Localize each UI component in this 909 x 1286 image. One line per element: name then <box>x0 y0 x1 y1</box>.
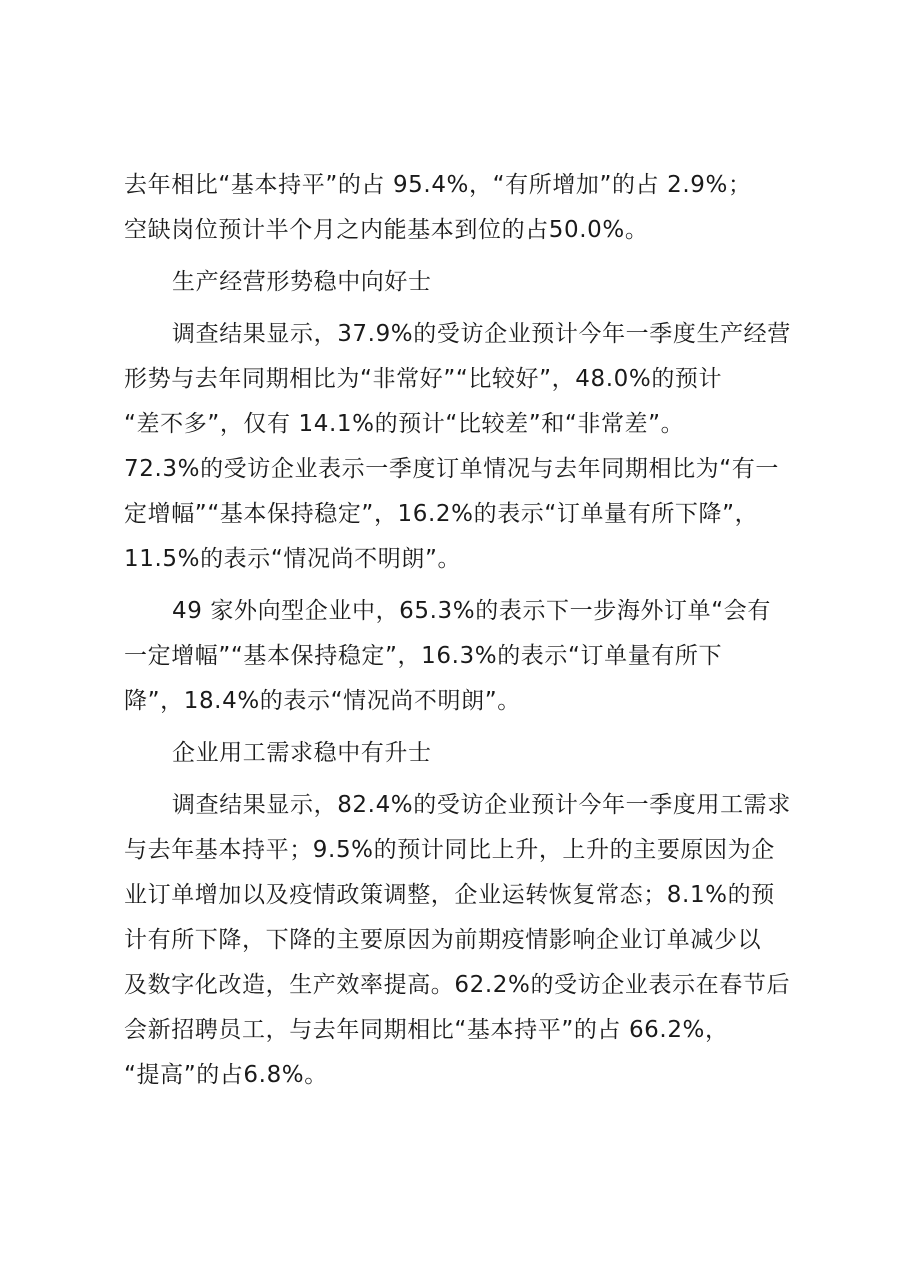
text-line: 72.3%的受访企业表示一季度订单情况与去年同期相比为“有一 <box>124 456 779 482</box>
text-line: 调查结果显示，82.4%的受访企业预计今年一季度用工需求 <box>172 792 791 818</box>
section-heading-employment <box>124 731 804 776</box>
paragraph-1 <box>124 312 804 582</box>
text-line: 49 家外向型企业中，65.3%的表示下一步海外订单“会有 <box>172 598 771 624</box>
text-line: 形势与去年同期相比为“非常好”“比较好”，48.0%的预计 <box>124 366 723 392</box>
text-line: 去年相比“基本持平”的占 95.4%，“有所增加”的占 2.9%； <box>124 172 752 198</box>
paragraph-3 <box>124 783 804 1098</box>
paragraph-2 <box>124 589 804 724</box>
text-line: 会新招聘员工，与去年同期相比“基本持平”的占 66.2%， <box>124 1017 729 1043</box>
document-body <box>124 163 804 1098</box>
text-line: 计有所下降，下降的主要原因为前期疫情影响企业订单减少以 <box>124 927 762 953</box>
paragraph-0 <box>124 163 804 253</box>
text-line: 空缺岗位预计半个月之内能基本到位的占50.0%。 <box>124 217 649 243</box>
text-line: 一定增幅”“基本保持稳定”，16.3%的表示“订单量有所下 <box>124 643 723 669</box>
text-line: “差不多”，仅有 14.1%的预计“比较差”和“非常差”。 <box>124 411 685 437</box>
text-line: 与去年基本持平；9.5%的预计同比上升，上升的主要原因为企 <box>124 837 775 863</box>
section-heading-text: 企业用工需求稳中有升士 <box>172 740 432 766</box>
text-line: 定增幅”“基本保持稳定”，16.2%的表示“订单量有所下降”， <box>124 501 759 527</box>
text-line: 调查结果显示，37.9%的受访企业预计今年一季度生产经营 <box>172 321 791 347</box>
section-heading-text: 生产经营形势稳中向好士 <box>172 269 432 295</box>
section-heading-production <box>124 260 804 305</box>
text-line: 业订单增加以及疫情政策调整，企业运转恢复常态；8.1%的预 <box>124 882 775 908</box>
text-line: 及数字化改造，生产效率提高。62.2%的受访企业表示在春节后 <box>124 972 791 998</box>
text-line: 降”，18.4%的表示“情况尚不明朗”。 <box>124 688 521 714</box>
text-line: 11.5%的表示“情况尚不明朗”。 <box>124 546 462 572</box>
text-line: “提高”的占6.8%。 <box>124 1062 328 1088</box>
